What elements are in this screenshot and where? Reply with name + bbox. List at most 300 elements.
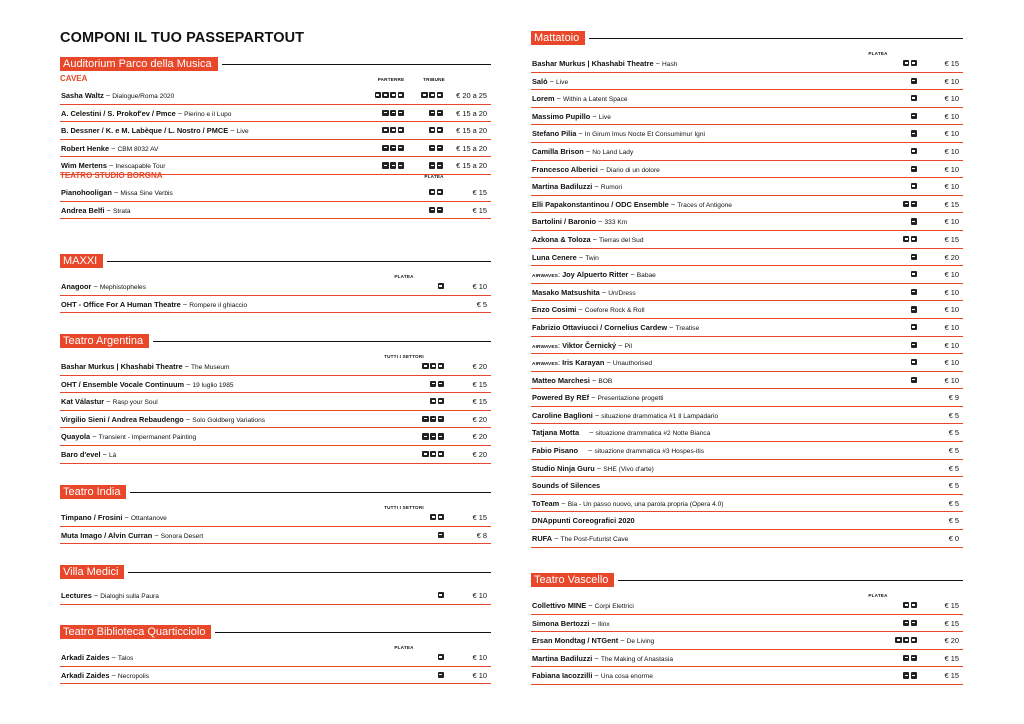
show-title: Sonora Desert <box>160 532 204 540</box>
seat-icon <box>438 592 444 598</box>
price: € 10 <box>944 146 959 156</box>
divider <box>215 632 491 633</box>
seat-icon <box>429 110 435 116</box>
venue-header <box>60 485 491 499</box>
price: € 10 <box>472 282 487 291</box>
seat-icon <box>438 433 444 439</box>
list-item <box>60 358 491 376</box>
seat-icon-group <box>382 127 404 133</box>
seat-icon <box>911 183 917 189</box>
event-label: Azkona & Toloza ~ Tierras del Sud <box>532 234 644 244</box>
seat-icon <box>375 92 381 98</box>
seat-icon <box>911 306 917 312</box>
price: € 15 <box>944 653 959 663</box>
seat-icon-group <box>911 377 917 383</box>
show-title: Live <box>236 128 249 136</box>
show-title: Coefore Rock & Roll <box>584 307 645 315</box>
price: € 15 <box>472 513 487 522</box>
seat-icon <box>430 416 436 422</box>
seat-icon <box>911 637 917 643</box>
artist-name: Studio Ninja Guru <box>532 463 595 473</box>
event-label: Francesco Alberici ~ Diario di un dolore <box>532 164 660 174</box>
column-header: TUTTI I SETTORI <box>384 505 424 510</box>
seat-icon-group <box>911 324 917 330</box>
event-label: Virgilio Sieni / Andrea Rebaudengo ~ Solo Goldberg Variations <box>61 414 266 424</box>
price: € 15 a 20 <box>456 108 487 118</box>
list-item <box>531 530 963 548</box>
venue-name: Teatro Biblioteca Quarticciolo <box>60 625 211 639</box>
price: € 5 <box>476 299 487 309</box>
show-title: Là <box>109 451 117 459</box>
seat-icon <box>903 201 909 207</box>
seat-icon-group <box>429 110 443 116</box>
seat-icon <box>398 145 404 151</box>
seat-icon <box>438 416 444 422</box>
event-label: Wim Mertens ~ Inescapable Tour <box>61 161 166 171</box>
show-title: Necropolis <box>117 672 150 680</box>
seat-icon <box>421 92 427 98</box>
seat-icon-group <box>903 602 917 608</box>
price: € 20 <box>472 432 487 442</box>
artist-name: Luna Cenere <box>532 252 577 262</box>
event-label: B. Dessner / K. e M. Labèque / L. Nostro / PMCE ~ Live <box>61 126 249 136</box>
venue-section-auditorium-parco-della-musica <box>60 57 491 215</box>
show-title: Unauthorised <box>612 360 653 368</box>
seat-icon-group <box>911 218 917 224</box>
seat-icon-group <box>911 148 917 154</box>
show-title: CBM 8032 AV <box>117 145 159 153</box>
price: € 5 <box>948 428 959 438</box>
event-label: Simona Bertozzi ~ Ilinx <box>532 618 610 628</box>
artist-name: Powered By REf <box>532 393 590 403</box>
seat-icon <box>911 359 917 365</box>
list-item <box>531 632 963 650</box>
seat-icon-group <box>429 189 443 195</box>
seat-icon-group <box>375 92 404 98</box>
list-item <box>531 337 963 355</box>
list-item <box>60 411 491 429</box>
event-label: Lorem ~ Within a Latent Space <box>532 94 628 104</box>
artist-name: Kat Válastur <box>61 397 105 407</box>
price: € 10 <box>944 182 959 192</box>
show-title: Hash <box>662 61 678 68</box>
price: € 10 <box>944 94 959 104</box>
show-title: The Making of Anastasia <box>600 655 674 663</box>
show-title: Ilinx <box>597 620 610 628</box>
event-label: Ersan Mondtag / NTGent ~ De Living <box>532 636 655 646</box>
show-title: Pil <box>624 342 632 350</box>
show-title: Inescapable Tour <box>115 163 166 171</box>
venue-section-teatro-vascello <box>531 573 963 685</box>
seat-icon <box>430 514 436 520</box>
seat-icon-group <box>911 342 917 348</box>
show-title: Dialoghi sulla Paura <box>100 593 159 600</box>
venue-name: Villa Medici <box>60 565 124 579</box>
price: € 8 <box>476 530 487 540</box>
seat-icon <box>903 236 909 242</box>
seat-icon-group <box>911 130 917 136</box>
list-item <box>531 73 963 91</box>
show-title: Dialogue/Roma 2020 <box>112 93 175 100</box>
list-item <box>60 278 491 296</box>
seat-icon-group <box>911 113 917 119</box>
price: € 20 a 25 <box>456 91 487 100</box>
seat-icon <box>438 654 444 660</box>
seat-icon <box>429 92 435 98</box>
artist-name: B. Dessner / K. e M. Labèque / L. Nostro / PMCE <box>61 126 229 136</box>
series-prefix: AIRWAVES <box>532 344 558 350</box>
list-item <box>60 446 491 464</box>
seat-icon-group <box>911 183 917 189</box>
venue-section-teatro-india <box>60 485 491 544</box>
artist-name: Bashar Murkus | Khashabi Theatre <box>61 362 183 371</box>
venue-header <box>60 565 491 579</box>
list-item <box>531 319 963 337</box>
seat-icon <box>437 145 443 151</box>
seat-icon-group <box>911 166 917 172</box>
artist-name: Baro d'evel <box>61 449 101 459</box>
seat-icon <box>911 377 917 383</box>
price: € 15 <box>944 671 959 681</box>
artist-name: Muta Imago / Alvin Curran <box>61 530 153 540</box>
list-item <box>531 266 963 284</box>
seat-icon <box>429 127 435 133</box>
event-label: Andrea Belfi ~ Strata <box>61 205 131 215</box>
divider <box>222 64 491 65</box>
seat-icon-group <box>911 306 917 312</box>
price: € 10 <box>944 322 959 332</box>
subsection-cavea <box>60 71 491 175</box>
venue-section-teatro-argentina <box>60 334 491 464</box>
event-label: Anagoor ~ Mephistopheles <box>61 282 147 291</box>
seat-icon <box>430 433 436 439</box>
price: € 15 <box>472 188 487 197</box>
list-item <box>531 495 963 513</box>
event-label: Quayola ~ Transient - Impermanent Painting <box>61 432 197 442</box>
show-title: BOB <box>598 377 613 385</box>
event-label: Pianohooligan ~ Missa Sine Verbis <box>61 188 173 197</box>
list-item <box>60 393 491 411</box>
event-label: ToTeam ~ Bia - Un passo nuovo, una parola propria (Opera 4.0) <box>532 498 724 508</box>
artist-name: Elli Papakonstantinou / ODC Ensemble <box>532 199 669 209</box>
seat-icon-group <box>911 271 917 277</box>
list-item <box>531 477 963 495</box>
price: € 15 <box>944 199 959 209</box>
seat-icon <box>911 271 917 277</box>
artist-name: Iris Karayan <box>562 358 605 368</box>
show-title: Ottantanove <box>130 515 167 522</box>
seat-icon <box>438 363 444 369</box>
seat-icon <box>911 254 917 260</box>
divider <box>153 341 491 342</box>
price: € 10 <box>944 111 959 121</box>
event-label: Bashar Murkus | Khashabi Theatre ~ Hash <box>532 59 678 68</box>
event-label: AIRWAVES: Viktor Černický ~ Pil <box>532 340 632 350</box>
seat-icon <box>911 201 917 207</box>
seat-icon <box>895 637 901 643</box>
list-item <box>531 460 963 478</box>
show-title: Within a Latent Space <box>563 96 628 104</box>
venue-section-villa-medici <box>60 565 491 605</box>
seat-icon <box>422 433 428 439</box>
show-title: Solo Goldberg Variations <box>192 416 266 424</box>
event-label: Masako Matsushita ~ Un/Dress <box>532 287 636 297</box>
venue-name: Teatro Vascello <box>531 573 614 587</box>
seat-icon-group <box>903 672 917 678</box>
event-label: Tatjana Motta ~ situazione drammatica #2 Notte Bianca <box>532 428 711 438</box>
seat-icon <box>390 110 396 116</box>
artist-name: Anagoor <box>61 282 92 291</box>
seat-icon <box>390 92 396 98</box>
artist-name: Salò <box>532 76 548 86</box>
venue-name: MAXXI <box>60 254 103 268</box>
artist-name: RUFA <box>532 534 553 544</box>
seat-icon-group <box>903 655 917 661</box>
show-title: No Land Lady <box>592 148 634 156</box>
show-title: Babae <box>636 272 656 280</box>
event-label: Collettivo MINE ~ Corpi Elettrici <box>532 601 634 610</box>
artist-name: Fabio Pisano <box>532 446 578 456</box>
list-item <box>531 284 963 302</box>
artist-name: Martina Badiluzzi <box>532 653 593 663</box>
list-item <box>60 527 491 545</box>
price: € 15 <box>944 234 959 244</box>
event-label: OHT / Ensemble Vocale Continuum ~ 19 luglio 1985 <box>61 379 234 389</box>
event-label: Baro d'evel ~ Là <box>61 449 117 459</box>
event-label: Elli Papakonstantinou / ODC Ensemble ~ Traces of Antigone <box>532 199 732 209</box>
price: € 5 <box>948 516 959 526</box>
venue-name: Auditorium Parco della Musica <box>60 57 218 71</box>
seat-icon-group <box>438 672 444 678</box>
venue-header <box>531 573 963 587</box>
list-item <box>531 424 963 442</box>
list-item <box>60 202 491 220</box>
column-header: PLATEA <box>868 51 888 56</box>
show-title: Transient - Impermanent Painting <box>98 434 197 442</box>
column-header: PLATEA <box>424 174 444 179</box>
artist-name: Fabiana Iacozzilli <box>532 671 593 681</box>
artist-name: Bashar Murkus | Khashabi Theatre <box>532 59 654 68</box>
list-item <box>531 407 963 425</box>
seat-icon <box>438 532 444 538</box>
seat-icon <box>422 451 428 457</box>
event-label: AIRWAVES: Iris Karayan ~ Unauthorised <box>532 358 653 368</box>
seat-icon <box>390 127 396 133</box>
show-title: Rasp your Soul <box>112 399 158 407</box>
price: € 5 <box>948 481 959 491</box>
seat-icon-group <box>422 451 444 457</box>
venue-section-teatro-biblioteca-quarticciolo <box>60 625 491 684</box>
event-label: Caroline Baglioni ~ situazione drammatica #1 Il Lampadario <box>532 410 719 420</box>
artist-name: Massimo Pupillo <box>532 111 591 121</box>
event-label: Muta Imago / Alvin Curran ~ Sonora Desert <box>61 530 204 540</box>
list-item <box>531 125 963 143</box>
price: € 10 <box>944 76 959 86</box>
seat-icon <box>911 602 917 608</box>
show-title: De Living <box>626 638 655 646</box>
show-title: Rumori <box>600 184 623 192</box>
event-label: Kat Válastur ~ Rasp your Soul <box>61 397 158 407</box>
list-item <box>531 615 963 633</box>
price: € 20 <box>472 414 487 424</box>
list-item <box>60 184 491 202</box>
list-item <box>60 587 491 605</box>
seat-icon-group <box>382 145 404 151</box>
seat-icon <box>382 145 388 151</box>
column-header: TRIBUNE <box>423 77 445 82</box>
list-item <box>60 376 491 394</box>
list-item <box>531 90 963 108</box>
column-header: PLATEA <box>394 274 414 279</box>
event-label: Powered By REf ~ Presentazione progetti <box>532 393 664 403</box>
seat-icon <box>911 236 917 242</box>
price: € 20 <box>944 252 959 262</box>
seat-icon <box>430 398 436 404</box>
list-item <box>531 301 963 319</box>
list-item <box>531 196 963 214</box>
artist-name: Robert Henke <box>61 143 110 153</box>
event-label: Massimo Pupillo ~ Live <box>532 111 611 121</box>
artist-name: OHT / Ensemble Vocale Continuum <box>61 379 185 389</box>
artist-name: Stefano Pilia <box>532 129 577 139</box>
show-title: situazione drammatica #3 Hospes-itis <box>594 448 705 456</box>
event-label <box>532 481 600 490</box>
show-title: Strata <box>112 207 131 215</box>
seat-icon-group <box>903 60 917 66</box>
subsection-title: CAVEA <box>60 74 88 83</box>
price: € 5 <box>948 410 959 420</box>
seat-icon <box>903 637 909 643</box>
price: € 10 <box>944 358 959 368</box>
seat-icon-group <box>422 363 444 369</box>
event-label <box>532 516 635 525</box>
event-label: RUFA ~ The Post-Futurist Cave <box>532 534 629 544</box>
event-label: Fabio Pisano ~ situazione drammatica #3 Hospes-itis <box>532 446 705 456</box>
show-title: SHE (Vivo d'arte) <box>603 465 654 473</box>
seat-icon-group <box>911 254 917 260</box>
event-label: Studio Ninja Guru ~ SHE (Vivo d'arte) <box>532 463 654 473</box>
artist-name: OHT - Office For A Human Theatre <box>61 299 181 309</box>
artist-name: Lectures <box>61 591 92 600</box>
price: € 10 <box>944 305 959 315</box>
list-item <box>531 108 963 126</box>
show-title: Corpi Elettrici <box>594 603 634 610</box>
price: € 20 <box>472 362 487 371</box>
seat-icon <box>430 363 436 369</box>
price: € 10 <box>944 270 959 280</box>
subsection-teatro-studio-borgna <box>60 168 491 219</box>
seat-icon <box>903 655 909 661</box>
show-title: The Museum <box>191 364 230 371</box>
artist-name: Wim Mertens <box>61 161 107 171</box>
show-title: 19 luglio 1985 <box>192 381 234 389</box>
price: € 15 <box>944 601 959 610</box>
seat-icon-group <box>430 398 444 404</box>
seat-icon <box>911 324 917 330</box>
seat-icon <box>382 127 388 133</box>
artist-name: Arkadi Zaides <box>61 653 110 662</box>
list-item <box>531 512 963 530</box>
show-title: Una cosa enorme <box>600 673 653 681</box>
seat-icon <box>903 620 909 626</box>
event-label: Timpano / Frosini ~ Ottantanove <box>61 513 167 522</box>
seat-icon <box>398 92 404 98</box>
seat-icon-group <box>382 110 404 116</box>
artist-name: Andrea Belfi <box>61 205 105 215</box>
artist-name: Tatjana Motta <box>532 428 580 438</box>
event-label: Fabiana Iacozzilli ~ Una cosa enorme <box>532 671 653 681</box>
show-title: Pierino e il Lupo <box>184 110 232 118</box>
seat-icon <box>422 363 428 369</box>
event-label: Martina Badiluzzi ~ The Making of Anastasia <box>532 653 674 663</box>
seat-icon-group <box>903 620 917 626</box>
seat-icon <box>437 207 443 213</box>
show-title: Live <box>556 78 569 86</box>
event-label: AIRWAVES: Joy Alpuerto Ritter ~ Babae <box>532 270 656 280</box>
show-title: Presentazione progetti <box>597 395 664 403</box>
artist-name: A. Celestini / S. Prokof'ev / Pmce <box>61 108 176 118</box>
event-label: Sasha Waltz ~ Dialogue/Roma 2020 <box>61 91 175 100</box>
price: € 10 <box>944 287 959 297</box>
show-title: Live <box>598 113 611 121</box>
seat-icon <box>911 218 917 224</box>
event-label: Camilla Brison ~ No Land Lady <box>532 146 634 156</box>
seat-icon <box>398 127 404 133</box>
seat-icon <box>903 672 909 678</box>
artist-name: DNAppunti Coreografici 2020 <box>532 516 635 526</box>
price: € 0 <box>948 534 959 544</box>
list-item <box>60 122 491 140</box>
column-header: PARTERRE <box>377 77 405 82</box>
divider <box>107 261 491 262</box>
list-item <box>531 213 963 231</box>
subsection-title: TEATRO STUDIO BORGNA <box>60 171 163 180</box>
seat-icon-group <box>430 514 444 520</box>
seat-icon <box>903 602 909 608</box>
event-label: Arkadi Zaides ~ Talos <box>61 653 134 662</box>
list-item <box>531 143 963 161</box>
seat-icon-group <box>429 127 443 133</box>
artist-name: Virgilio Sieni / Andrea Rebaudengo <box>61 414 184 424</box>
seat-icon-group <box>903 236 917 242</box>
seat-icon <box>429 189 435 195</box>
list-item <box>531 372 963 390</box>
seat-icon-group <box>903 201 917 207</box>
event-label: Stefano Pilia ~ In Girum Imus Nocte Et Consumimur Igni <box>532 129 705 139</box>
price: € 10 <box>944 129 959 139</box>
seat-icon <box>437 110 443 116</box>
seat-icon-group <box>911 359 917 365</box>
list-item <box>531 249 963 267</box>
event-label: Matteo Marchesi ~ BOB <box>532 375 613 385</box>
list-item <box>531 178 963 196</box>
seat-icon-group <box>895 637 917 643</box>
seat-icon <box>911 166 917 172</box>
seat-icon <box>903 60 909 66</box>
list-item <box>60 87 491 105</box>
show-title: 333 Km <box>604 219 628 227</box>
price: € 10 <box>944 375 959 385</box>
event-label: Robert Henke ~ CBM 8032 AV <box>61 143 159 153</box>
seat-icon-group <box>438 592 444 598</box>
artist-name: Sasha Waltz <box>61 91 104 100</box>
list-item <box>531 667 963 685</box>
list-item <box>60 105 491 123</box>
venue-name: Mattatoio <box>531 31 585 45</box>
seat-icon <box>398 110 404 116</box>
column-header: PLATEA <box>868 593 888 598</box>
event-label: Bartolini / Baronio ~ 333 Km <box>532 217 628 227</box>
